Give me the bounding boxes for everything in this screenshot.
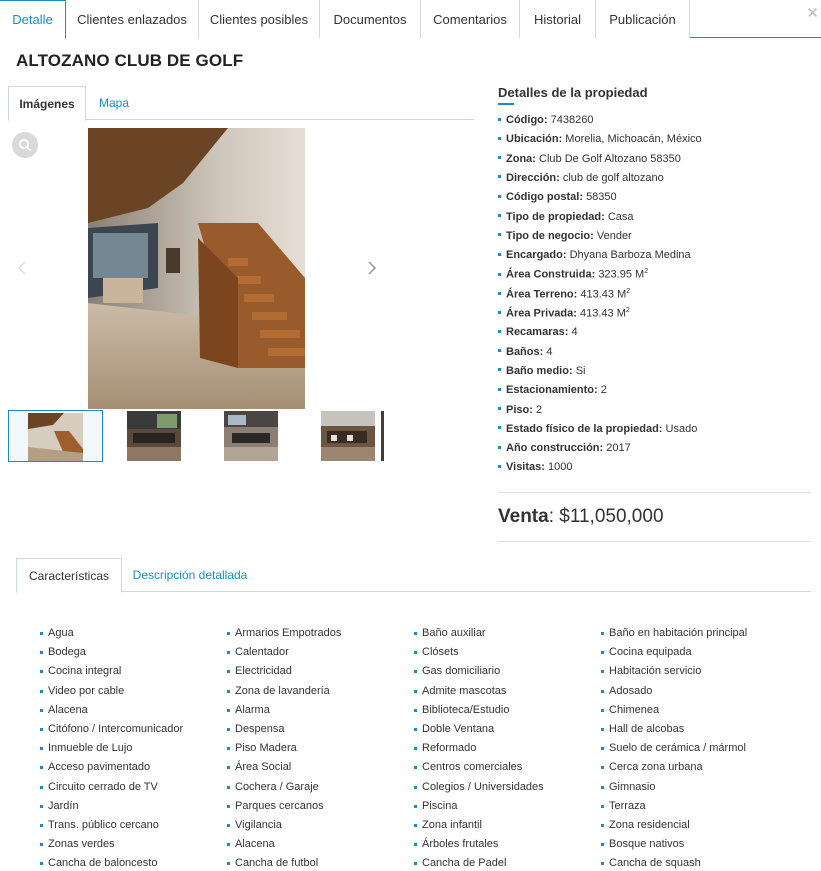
feature-item	[422, 857, 506, 869]
bullet-icon	[40, 747, 43, 750]
detail-key: Código:	[506, 114, 548, 126]
thumbnail-3[interactable]	[224, 411, 278, 461]
feature-item	[235, 819, 282, 831]
detail-key: Recamaras:	[506, 326, 569, 339]
detail-value: Vender	[596, 229, 632, 242]
bullet-icon	[414, 632, 417, 635]
feature-label: Biblioteca/Estudio	[422, 703, 510, 716]
detail-value: Morelia, Michoacán, México	[565, 133, 702, 146]
bullet-icon	[40, 843, 43, 846]
feature-item	[235, 627, 341, 639]
detail-key: Año construcción:	[506, 442, 604, 455]
bullet-icon	[601, 670, 604, 673]
bullet-icon	[498, 465, 501, 468]
thumbnail-2[interactable]	[127, 411, 181, 461]
bullet-icon	[601, 728, 604, 731]
chevron-left-icon	[17, 260, 27, 276]
detail-key: Ubicación:	[506, 133, 563, 146]
detail-value: 4	[546, 345, 553, 358]
detail-key: Piso:	[506, 403, 533, 416]
feature-label: Árboles frutales	[422, 838, 499, 851]
bullet-icon	[498, 273, 501, 276]
detail-key: Zona:	[506, 152, 536, 165]
feature-label: Cancha de squash	[609, 857, 701, 870]
feature-label: Doble Ventana	[422, 723, 495, 735]
feature-item	[609, 800, 646, 812]
feature-item	[609, 627, 747, 639]
feature-item	[235, 646, 289, 658]
feature-item	[609, 761, 703, 773]
feature-label: Calentador	[235, 646, 289, 659]
details-heading-underline	[498, 103, 514, 105]
bullet-icon	[40, 651, 43, 654]
feature-item	[422, 627, 486, 639]
top-tab-bar	[0, 0, 821, 38]
detail-key: Tipo de propiedad:	[506, 210, 605, 223]
next-image-arrow[interactable]	[364, 258, 380, 278]
feature-item	[235, 781, 319, 793]
tab-historial[interactable]: Historial	[520, 0, 596, 38]
feature-item	[48, 781, 158, 793]
feature-label: Parques cercanos	[235, 799, 324, 812]
details-heading: Detalles de la propiedad	[498, 85, 648, 100]
detail-value: Dhyana Barboza Medina	[569, 249, 691, 262]
feature-label: Vigilancia	[235, 819, 282, 831]
bullet-icon	[498, 311, 501, 314]
detail-row	[498, 423, 697, 435]
tab-descripcion-detallada[interactable]: Descripción detallada	[132, 568, 248, 582]
detail-value: 1000	[548, 461, 573, 474]
bullet-icon	[414, 766, 417, 769]
feature-item	[235, 723, 285, 735]
detail-key: Tipo de negocio:	[506, 229, 594, 242]
bullet-icon	[601, 766, 604, 769]
bullet-icon	[414, 862, 417, 865]
feature-item	[235, 761, 291, 773]
detail-value: Usado	[665, 422, 698, 435]
feature-label: Armarios Empotrados	[235, 627, 342, 639]
detail-value: 323.95 M	[598, 269, 645, 282]
main-property-photo	[88, 128, 305, 409]
feature-item	[422, 665, 500, 677]
feature-label: Hall de alcobas	[609, 723, 685, 735]
detail-value: Casa	[607, 210, 634, 223]
feature-item	[422, 761, 522, 773]
feature-label: Área Social	[235, 761, 292, 774]
bullet-icon	[498, 118, 501, 121]
feature-label: Reformado	[422, 742, 477, 755]
bullet-icon	[498, 195, 501, 198]
bullet-icon	[40, 728, 43, 731]
bullet-icon	[601, 709, 604, 712]
feature-item	[609, 723, 684, 735]
bullet-icon	[227, 766, 230, 769]
bullet-icon	[498, 446, 501, 449]
bullet-icon	[227, 862, 230, 865]
feature-item	[235, 704, 270, 716]
price-label: Venta	[498, 506, 549, 527]
feature-label: Circuito cerrado de TV	[48, 780, 158, 793]
feature-label: Agua	[48, 627, 74, 639]
feature-label: Centros comerciales	[422, 761, 523, 774]
feature-label: Zonas verdes	[48, 838, 115, 851]
feature-item	[48, 742, 132, 754]
feature-item	[48, 857, 157, 869]
feature-item	[48, 838, 115, 850]
bullet-icon	[498, 407, 501, 410]
detail-row	[498, 191, 617, 203]
feature-item	[609, 646, 692, 658]
bullet-icon	[498, 292, 501, 295]
divider	[498, 492, 811, 493]
feature-label: Zona de lavandería	[235, 684, 330, 697]
bullet-icon	[601, 786, 604, 789]
bullet-icon	[498, 156, 501, 159]
detail-key: Código postal:	[506, 191, 583, 204]
feature-item	[235, 665, 292, 677]
feature-item	[609, 665, 701, 677]
feature-item	[422, 646, 459, 658]
detail-value: club de golf altozano	[562, 171, 664, 184]
tab-comentarios[interactable]: Comentarios	[421, 0, 520, 38]
feature-item	[422, 723, 494, 735]
divider	[498, 541, 811, 542]
feature-label: Zona residencial	[609, 819, 690, 831]
feature-label: Video por cable	[48, 684, 125, 697]
detail-row	[498, 172, 664, 184]
bullet-icon	[414, 709, 417, 712]
feature-label: Trans. público cercano	[48, 819, 159, 831]
bullet-icon	[601, 862, 604, 865]
unit-superscript: 2	[644, 268, 649, 276]
feature-label: Cerca zona urbana	[609, 761, 703, 774]
bullet-icon	[498, 214, 501, 217]
feature-label: Gimnasio	[609, 780, 656, 793]
bullet-icon	[498, 349, 501, 352]
detail-row	[498, 133, 702, 145]
bullet-icon	[40, 805, 43, 808]
detail-key: Encargado:	[506, 249, 567, 262]
bullet-icon	[40, 709, 43, 712]
feature-label: Zona infantil	[422, 819, 482, 831]
bullet-icon	[227, 632, 230, 635]
bullet-icon	[40, 862, 43, 865]
unit-superscript: 2	[626, 287, 631, 295]
detail-key: Visitas:	[506, 461, 545, 474]
bullet-icon	[227, 843, 230, 846]
feature-item	[235, 742, 297, 754]
detail-row	[498, 249, 691, 261]
detail-row	[498, 307, 630, 320]
media-tab-bar	[8, 86, 474, 120]
price-value: : $11,050,000	[548, 506, 664, 527]
detail-row	[498, 326, 578, 338]
feature-label: Bodega	[48, 646, 86, 659]
bullet-icon	[601, 805, 604, 808]
feature-label: Acceso pavimentado	[48, 761, 151, 774]
bullet-icon	[414, 690, 417, 693]
detail-row	[498, 442, 631, 454]
feature-label: Cancha de baloncesto	[48, 857, 158, 870]
detail-key: Estado físico de la propiedad:	[506, 422, 663, 435]
feature-label: Alacena	[235, 838, 275, 851]
feature-item	[48, 685, 124, 697]
bullet-icon	[498, 368, 501, 371]
bullet-icon	[40, 690, 43, 693]
feature-item	[609, 742, 746, 754]
bullet-icon	[227, 747, 230, 750]
bullet-icon	[414, 728, 417, 731]
bullet-icon	[601, 843, 604, 846]
feature-item	[48, 819, 159, 831]
bullet-icon	[498, 330, 501, 333]
feature-item	[48, 646, 86, 658]
feature-item	[422, 800, 457, 812]
bullet-icon	[40, 670, 43, 673]
price-display	[498, 506, 664, 528]
feature-item	[48, 704, 88, 716]
detail-value: 2	[535, 403, 543, 416]
bullet-icon	[498, 426, 501, 429]
bullet-icon	[498, 388, 501, 391]
feature-label: Colegios / Universidades	[422, 780, 544, 793]
feature-item	[609, 685, 652, 697]
bullet-icon	[40, 766, 43, 769]
feature-label: Cocina integral	[48, 665, 122, 678]
bullet-icon	[40, 632, 43, 635]
detail-row	[498, 268, 648, 281]
feature-label: Alacena	[48, 703, 88, 716]
bullet-icon	[414, 747, 417, 750]
feature-item	[48, 665, 121, 677]
detail-key: Área Construida:	[506, 269, 596, 282]
bullet-icon	[498, 137, 501, 140]
detail-key: Estacionamiento:	[506, 384, 598, 397]
feature-item	[609, 781, 655, 793]
bullet-icon	[414, 651, 417, 654]
detail-value: 2017	[606, 442, 631, 455]
feature-label: Adosado	[609, 684, 653, 697]
feature-item	[235, 857, 318, 869]
thumbnail-1[interactable]	[8, 410, 103, 462]
tab-mapa[interactable]: Mapa	[98, 96, 130, 110]
bullet-icon	[40, 786, 43, 789]
detail-value: Club De Golf Altozano 58350	[539, 152, 681, 165]
feature-item	[235, 685, 330, 697]
feature-item	[48, 800, 79, 812]
bullet-icon	[227, 670, 230, 673]
tab-clientes-enlazados[interactable]: Clientes enlazados	[66, 0, 199, 38]
tab-caracteristicas[interactable]: Características	[16, 558, 122, 593]
feature-label: Citófono / Intercomunicador	[48, 723, 184, 735]
bullet-icon	[498, 233, 501, 236]
detail-key: Área Terreno:	[506, 288, 578, 301]
feature-label: Baño auxiliar	[422, 627, 486, 639]
feature-label: Admite mascotas	[422, 684, 507, 697]
bullet-icon	[601, 651, 604, 654]
thumbnail-4[interactable]	[321, 411, 375, 461]
feature-item	[422, 838, 498, 850]
detail-key: Baño medio:	[506, 364, 573, 377]
bullet-icon	[227, 690, 230, 693]
feature-label: Bosque nativos	[609, 838, 685, 851]
feature-label: Terraza	[609, 799, 646, 812]
bullet-icon	[414, 805, 417, 808]
detail-value: Si	[575, 364, 586, 377]
close-icon[interactable]: ✕	[806, 5, 819, 22]
feature-label: Cocina equipada	[609, 646, 692, 659]
feature-label: Chimenea	[609, 703, 660, 716]
detail-value: 413.43 M	[580, 307, 626, 320]
detail-key: Baños:	[506, 345, 544, 358]
features-tab-bar	[16, 558, 811, 592]
detail-row	[498, 211, 634, 223]
detail-row	[498, 404, 542, 416]
feature-item	[48, 761, 150, 773]
chevron-right-icon	[367, 260, 377, 276]
tab-publicacion[interactable]: Publicación	[596, 0, 690, 38]
feature-item	[609, 819, 690, 831]
search-icon	[18, 138, 32, 152]
feature-item	[422, 685, 506, 697]
feature-item	[422, 819, 482, 831]
feature-label: Cancha de Padel	[422, 857, 507, 870]
feature-label: Cancha de futbol	[235, 857, 319, 870]
detail-row	[498, 114, 593, 126]
feature-label: Gas domiciliario	[422, 665, 501, 678]
bullet-icon	[601, 824, 604, 827]
detail-row	[498, 384, 607, 396]
detail-row	[498, 153, 681, 165]
detail-value: 58350	[586, 191, 617, 204]
bullet-icon	[601, 632, 604, 635]
feature-label: Despensa	[235, 723, 285, 735]
thumbnail-strip	[8, 410, 384, 462]
unit-superscript: 2	[625, 307, 630, 314]
feature-item	[235, 800, 324, 812]
bullet-icon	[227, 824, 230, 827]
thumbnail-partial	[381, 411, 384, 461]
zoom-button[interactable]	[12, 132, 38, 158]
feature-item	[422, 742, 476, 754]
detail-value: 7438260	[550, 114, 594, 126]
detail-row	[498, 346, 552, 358]
tab-imagenes[interactable]: Imágenes	[8, 86, 86, 121]
feature-label: Electricidad	[235, 665, 292, 678]
feature-label: Alarma	[235, 703, 270, 716]
detail-key: Dirección:	[506, 171, 560, 184]
bullet-icon	[498, 253, 501, 256]
tab-clientes-posibles[interactable]: Clientes posibles	[199, 0, 320, 38]
feature-item	[235, 838, 275, 850]
bullet-icon	[227, 709, 230, 712]
bullet-icon	[414, 670, 417, 673]
feature-label: Baño en habitación principal	[609, 627, 748, 639]
bullet-icon	[227, 728, 230, 731]
detail-value: 413.43 M	[580, 288, 627, 301]
feature-item	[422, 704, 509, 716]
detail-value: 2	[600, 384, 607, 397]
bullet-icon	[40, 824, 43, 827]
bullet-icon	[227, 651, 230, 654]
detail-value: 4	[571, 326, 578, 339]
feature-item	[422, 781, 544, 793]
detail-row	[498, 288, 630, 301]
previous-image-arrow[interactable]	[14, 258, 30, 278]
feature-label: Jardín	[48, 799, 79, 812]
bullet-icon	[414, 786, 417, 789]
bullet-icon	[414, 843, 417, 846]
detail-key: Área Privada:	[506, 307, 577, 320]
page-title: ALTOZANO CLUB DE GOLF	[16, 51, 244, 70]
bullet-icon	[414, 824, 417, 827]
feature-label: Piso Madera	[235, 742, 297, 755]
tab-documentos[interactable]: Documentos	[320, 0, 421, 38]
feature-item	[609, 857, 701, 869]
bullet-icon	[227, 805, 230, 808]
feature-label: Inmueble de Lujo	[48, 742, 133, 755]
bullet-icon	[601, 690, 604, 693]
feature-item	[48, 723, 183, 735]
feature-item	[609, 704, 659, 716]
bullet-icon	[227, 786, 230, 789]
detail-row	[498, 230, 632, 242]
feature-label: Habitación servicio	[609, 665, 702, 678]
feature-label: Suelo de cerámica / mármol	[609, 742, 746, 755]
feature-label: Cochera / Garaje	[235, 780, 319, 793]
feature-label: Clósets	[422, 646, 459, 659]
detail-row	[498, 365, 585, 377]
bullet-icon	[601, 747, 604, 750]
tab-detalle[interactable]: Detalle	[0, 0, 66, 39]
bullet-icon	[498, 175, 501, 178]
feature-label: Piscina	[422, 799, 458, 812]
feature-item	[48, 627, 74, 639]
feature-item	[609, 838, 684, 850]
detail-row	[498, 461, 572, 473]
